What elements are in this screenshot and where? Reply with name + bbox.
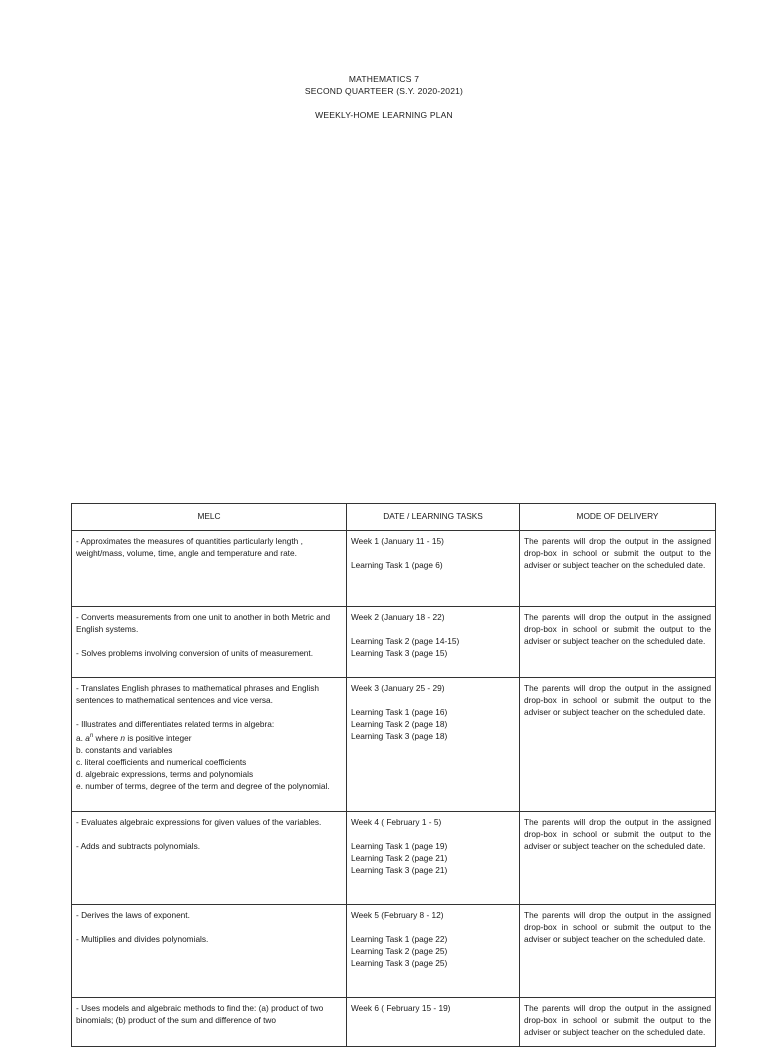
melc-item: - Solves problems involving conversion of units of measurement. xyxy=(76,648,314,658)
delivery-cell: The parents will drop the output in the assigned drop-box in school or submit the output to the adviser or subject teacher on the scheduled date. xyxy=(520,607,716,678)
task-item: Learning Task 3 (page 25) xyxy=(351,958,448,968)
melc-cell xyxy=(72,812,347,905)
melc-subitem: a. $a^n$ where n is positive integer xyxy=(76,732,192,743)
table-header-row xyxy=(72,504,716,531)
delivery-cell: The parents will drop the output in the assigned drop-box in school or submit the output to the adviser or subject teacher on the scheduled date. xyxy=(520,531,716,607)
task-item: Learning Task 3 (page 21) xyxy=(351,865,448,875)
week-label: Week 4 ( February 1 - 5) xyxy=(351,817,442,827)
melc-cell xyxy=(72,998,347,1047)
tasks-cell xyxy=(347,998,520,1047)
doc-subtitle: SECOND QUARTEER (S.Y. 2020-2021) xyxy=(304,86,464,96)
task-item: Learning Task 2 (page 25) xyxy=(351,946,448,956)
table-row xyxy=(72,607,716,678)
week-label: Week 2 (January 18 - 22) xyxy=(351,612,445,622)
tasks-cell xyxy=(347,531,520,607)
melc-item: - Approximates the measures of quantities particularly length , weight/mass, volume, time, angle and temperature and rate. xyxy=(76,536,303,558)
delivery-cell: The parents will drop the output in the assigned drop-box in school or submit the output to the adviser or subject teacher on the scheduled date. xyxy=(520,905,716,998)
tasks-cell xyxy=(347,812,520,905)
task-item: Learning Task 1 (page 19) xyxy=(351,841,448,851)
week-label: Week 1 (January 11 - 15) xyxy=(351,536,444,546)
melc-subitem: e. number of terms, degree of the term and degree of the polynomial. xyxy=(76,780,330,791)
melc-subitem: c. literal coefficients and numerical coefficients xyxy=(76,756,247,767)
task-item: Learning Task 3 (page 15) xyxy=(351,648,448,658)
table-row xyxy=(72,812,716,905)
task-item: Learning Task 1 (page 16) xyxy=(351,707,448,717)
week-label: Week 6 ( February 15 - 19) xyxy=(351,1003,451,1013)
column-header-delivery: MODE OF DELIVERY xyxy=(520,504,716,531)
melc-item: - Converts measurements from one unit to another in both Metric and English systems. xyxy=(76,612,331,634)
column-header-melc: MELC xyxy=(72,504,347,531)
melc-subitem: d. algebraic expressions, terms and polynomials xyxy=(76,768,254,779)
week-label: Week 3 (January 25 - 29) xyxy=(351,683,445,693)
table-row xyxy=(72,678,716,812)
melc-item: - Adds and subtracts polynomials. xyxy=(76,841,201,851)
melc-item: - Illustrates and differentiates related terms in algebra: xyxy=(76,719,275,729)
week-label: Week 5 (February 8 - 12) xyxy=(351,910,444,920)
melc-item: - Evaluates algebraic expressions for given values of the variables. xyxy=(76,817,322,827)
task-item: Learning Task 2 (page 14-15) xyxy=(351,636,460,646)
column-header-tasks: DATE / LEARNING TASKS xyxy=(347,504,520,531)
tasks-cell xyxy=(347,678,520,812)
melc-cell xyxy=(72,905,347,998)
table-row xyxy=(72,998,716,1047)
table-row xyxy=(72,905,716,998)
delivery-cell: The parents will drop the output in the assigned drop-box in school or submit the output to the adviser or subject teacher on the scheduled date. xyxy=(520,998,716,1047)
melc-item: - Multiplies and divides polynomials. xyxy=(76,934,209,944)
melc-cell xyxy=(72,678,347,812)
task-item: Learning Task 1 (page 6) xyxy=(351,560,443,570)
melc-cell xyxy=(72,531,347,607)
task-item: Learning Task 1 (page 22) xyxy=(351,934,448,944)
melc-item: - Uses models and algebraic methods to find the: (a) product of two binomials; (b) product of the sum and difference of two xyxy=(76,1003,324,1025)
melc-subitem: b. constants and variables xyxy=(76,744,173,755)
melc-cell xyxy=(72,607,347,678)
task-item: Learning Task 2 (page 18) xyxy=(351,719,448,729)
melc-item: - Translates English phrases to mathematical phrases and English sentences to mathematical sentences and vice versa. xyxy=(76,683,320,705)
delivery-cell: The parents will drop the output in the assigned drop-box in school or submit the output to the adviser or subject teacher on the scheduled date. xyxy=(520,812,716,905)
doc-heading: WEEKLY-HOME LEARNING PLAN xyxy=(315,110,453,120)
doc-title: MATHEMATICS 7 xyxy=(348,74,420,84)
tasks-cell xyxy=(347,607,520,678)
melc-item: - Derives the laws of exponent. xyxy=(76,910,190,920)
learning-plan-table xyxy=(71,503,716,1047)
task-item: Learning Task 3 (page 18) xyxy=(351,731,448,741)
task-item: Learning Task 2 (page 21) xyxy=(351,853,448,863)
delivery-cell: The parents will drop the output in the assigned drop-box in school or submit the output to the adviser or subject teacher on the scheduled date. xyxy=(520,678,716,812)
tasks-cell xyxy=(347,905,520,998)
table-row xyxy=(72,531,716,607)
